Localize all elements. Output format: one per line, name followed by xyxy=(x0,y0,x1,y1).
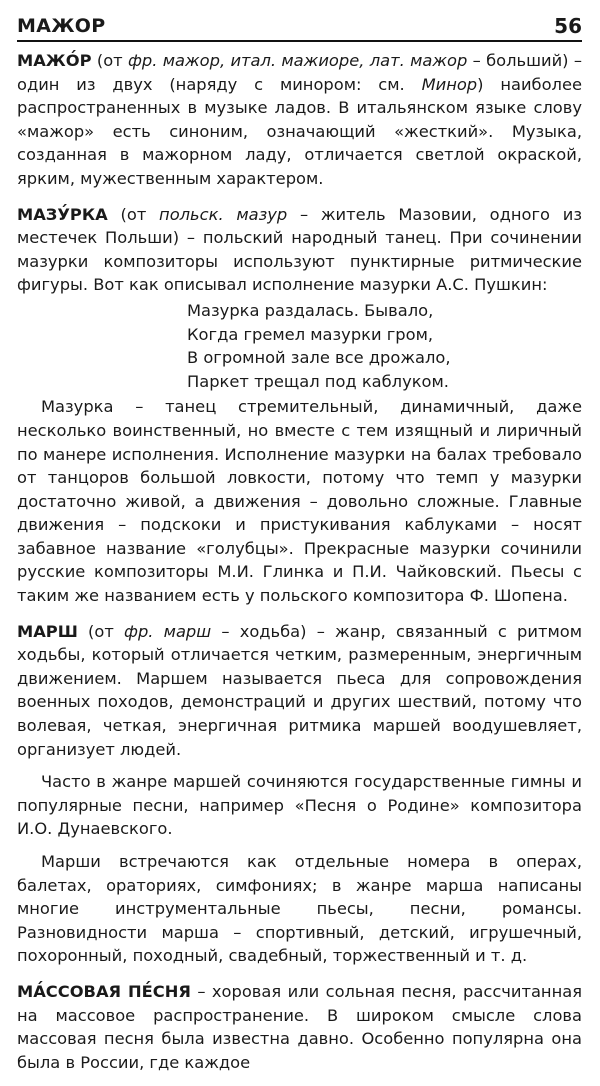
poem-line: Паркет трещал под каблуком. xyxy=(187,371,449,391)
entry-marsh xyxy=(17,620,582,968)
poem-line: Когда гремел мазурки гром, xyxy=(187,324,434,344)
running-title: МАЖОР xyxy=(17,15,106,37)
entry-mazurka xyxy=(17,203,582,608)
entry-paragraph: МАЖО́Р (от фр. мажор, итал. мажиоре, лат. мажор – больший) – один из двух (наряду с минором: см. Минор) наиболее распространенных в музыке ладов. В итальянском языке слову «мажор» есть синоним, означающий «жесткий». Музыка, созданная в мажорном ладу, отличается светлой окраской, ярким, мужественным характером. xyxy=(17,51,582,188)
entry-paragraph: МАРШ (от фр. марш – ходьба) – жанр, связанный с ритмом ходьбы, который отличается четким, размеренным, энергичным движением. Маршем называется пьеса для сопровождения военных походов, демонстраций и других шествий, потому что волевая, четкая, энергичная ритмика маршей воодушевляет, организует людей. xyxy=(17,621,582,759)
entry-term: МАЗУ́РКА xyxy=(17,204,108,224)
entry-term: МАЖО́Р xyxy=(17,51,92,70)
entry-massovaya-pesnya xyxy=(17,980,582,1074)
entry-paragraph: МАЗУ́РКА (от польск. мазур – житель Мазовии, одного из местечек Польши) – польский народный танец. При сочинении мазурки композиторы используют пунктирные ритмические фигуры. Вот как описывал исполнение мазурки А.С. Пушкин: xyxy=(17,204,582,295)
poem-line: В огромной зале все дрожало, xyxy=(187,348,451,368)
entry-term: МАРШ xyxy=(17,621,78,641)
entry-mazhor xyxy=(17,49,582,191)
page-header xyxy=(17,8,582,42)
entry-paragraph: Марши встречаются как отдельные номера в операх, балетах, ораториях, симфониях; в жанре марша написаны многие инструментальные пьесы, песни, романсы. Разновидности марша – спортивный, детский, игрушечный, похоронный, походный, свадебный, торжественный и т. д. xyxy=(17,852,582,966)
entry-paragraph: МА́ССОВАЯ ПЕ́СНЯ – хоровая или сольная песня, рассчитанная на массовое распространение. В широком смысле слова массовая песня была известна давно. Особенно популярна она была в России, где каждое xyxy=(17,981,582,1072)
entry-paragraph: Мазурка – танец стремительный, динамичный, даже несколько воинственный, но вместе с тем изящный и лиричный по манере исполнения. Исполнение мазурки на балах требовало от танцоров большой ловкости, потому что темп у мазурки достаточно живой, а движения – довольно сложные. Главные движения – подскоки и пристукивания каблуками – носят забавное название «голубцы». Прекрасные мазурки сочинили русские композиторы М.И. Глинка и П.И. Чайковский. Пьесы с таким же названием есть у польского композитора Ф. Шопена. xyxy=(17,397,582,606)
entry-paragraph: Часто в жанре маршей сочиняются государственные гимны и популярные песни, например «Песня о Родине» композитора И.О. Дунаевского. xyxy=(17,772,582,839)
entry-term: МА́ССОВАЯ ПЕ́СНЯ xyxy=(17,981,191,1001)
page-content xyxy=(17,49,582,1086)
poem-line: Мазурка раздалась. Бывало, xyxy=(187,300,434,320)
poem-quote xyxy=(187,299,582,393)
page-number: 56 xyxy=(554,14,582,38)
